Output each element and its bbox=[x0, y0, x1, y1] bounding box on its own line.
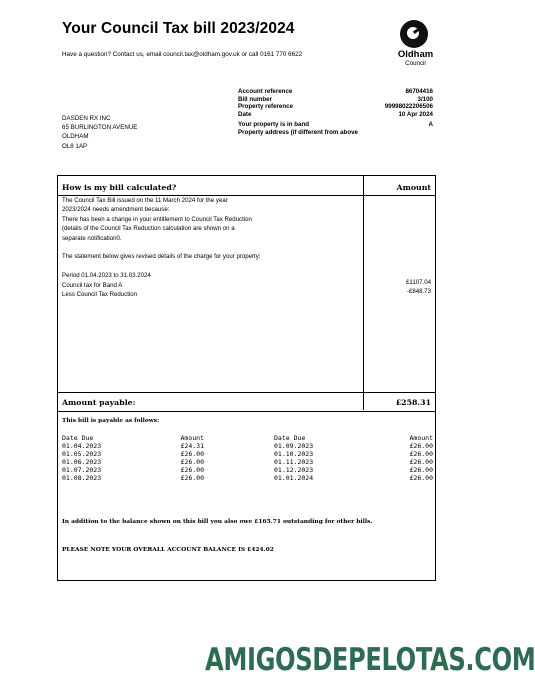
bill-title: Your Council Tax bill 2023/2024 bbox=[62, 20, 295, 37]
account-row-label: Account reference bbox=[238, 88, 293, 95]
schedule-cell: 01.10.2023 bbox=[274, 450, 314, 458]
calc-line bbox=[62, 243, 352, 252]
watermark: AMIGOSDEPELOTAS.COM bbox=[205, 642, 535, 678]
address-line: DASDEN RX INC bbox=[62, 115, 111, 122]
schedule-header-cell: Date Due bbox=[62, 434, 94, 442]
schedule-cell: 01.09.2023 bbox=[274, 442, 314, 450]
contact-line: Have a question? Contact us, email council.tax@oldham.gov.uk or call 0161 770 6622 bbox=[62, 51, 303, 58]
schedule-header-cell: Date Due bbox=[274, 434, 306, 442]
schedule-cell: £26.00 bbox=[180, 474, 204, 482]
schedule-cell: 01.08.2023 bbox=[62, 474, 102, 482]
schedule-cell: £26.00 bbox=[180, 466, 204, 474]
schedule-row bbox=[62, 442, 433, 450]
account-row-label: Property reference bbox=[238, 103, 294, 111]
schedule-cell: 01.04.2023 bbox=[62, 442, 102, 450]
schedule-cell: £26.00 bbox=[409, 442, 433, 450]
oldham-council-logo bbox=[388, 20, 443, 72]
calc-line: There has been a change in your entitlement to Council Tax Reduction bbox=[62, 215, 252, 223]
amount-payable-value: £258.31 bbox=[395, 398, 431, 407]
schedule-row bbox=[62, 458, 433, 466]
account-row-value: 86704416 bbox=[405, 88, 433, 95]
property-address-label: Property address (if different from above bbox=[238, 128, 358, 136]
schedule-cell: 01.12.2023 bbox=[274, 466, 314, 474]
amount-payable-label: Amount payable: bbox=[62, 398, 136, 407]
overall-balance-note: PLEASE NOTE YOUR OVERALL ACCOUNT BALANCE IS £424.02 bbox=[62, 546, 274, 553]
account-row-label: Bill number bbox=[238, 95, 273, 103]
instalment-schedule bbox=[62, 434, 433, 482]
calc-line: The statement below gives revised details of the charge for your property: bbox=[62, 253, 261, 261]
schedule-cell: £26.00 bbox=[180, 450, 204, 458]
account-row bbox=[238, 96, 433, 104]
account-row bbox=[238, 88, 433, 96]
calc-line: separate notification0. bbox=[62, 234, 122, 242]
logo-ring-icon bbox=[400, 20, 428, 48]
payable-as-follows: This bill is payable as follows: bbox=[62, 418, 160, 424]
account-row-value: 3/100 bbox=[417, 95, 433, 103]
address-line: OLDHAM bbox=[62, 133, 89, 141]
schedule-cell: £26.00 bbox=[409, 466, 433, 474]
account-row-label: Date bbox=[238, 110, 252, 118]
schedule-cell: £26.00 bbox=[409, 474, 433, 482]
address-line: 65 BURLINGTON AVENUE bbox=[62, 124, 138, 132]
schedule-row bbox=[62, 466, 433, 474]
schedule-row bbox=[62, 474, 433, 482]
calc-line: Council tax for Band A bbox=[62, 281, 123, 289]
schedule-row bbox=[62, 450, 433, 458]
schedule-cell: 01.07.2023 bbox=[62, 466, 102, 474]
calc-line: (details of the Council Tax Reduction calculation are shown on a bbox=[62, 225, 235, 233]
band-row bbox=[238, 121, 433, 129]
amount-payable-row bbox=[58, 392, 435, 412]
schedule-cell: 01.11.2023 bbox=[274, 458, 314, 466]
calculation-text bbox=[62, 196, 352, 299]
schedule-header-cell: Amount bbox=[409, 434, 433, 442]
address-line: OL8 1AP bbox=[62, 142, 88, 150]
account-row bbox=[238, 111, 433, 119]
schedule-header-cell: Amount bbox=[180, 434, 204, 442]
schedule-cell: 01.05.2023 bbox=[62, 450, 102, 458]
schedule-cell: £26.00 bbox=[409, 450, 433, 458]
schedule-cell: £26.00 bbox=[180, 458, 204, 466]
outstanding-balance-note: In addition to the balance shown on this bill you also owe £165.71 outstanding for other bills. bbox=[62, 518, 373, 525]
schedule-cell: £26.00 bbox=[409, 458, 433, 466]
schedule-cell: 01.06.2023 bbox=[62, 458, 102, 466]
band-value: A bbox=[428, 121, 433, 129]
calc-heading: How is my bill calculated? bbox=[62, 183, 177, 192]
bill-box bbox=[57, 175, 436, 581]
account-details bbox=[238, 88, 433, 137]
charge-amount: -£848.73 bbox=[406, 288, 431, 296]
calc-line: Period 01.04.2023 to 31.03.2024 bbox=[62, 272, 151, 280]
property-address-row bbox=[238, 129, 433, 137]
charge-amounts bbox=[406, 278, 431, 297]
account-row bbox=[238, 103, 433, 111]
recipient-address bbox=[62, 114, 137, 151]
schedule-header bbox=[62, 434, 433, 442]
band-label: Your property is in band bbox=[238, 121, 310, 129]
amount-heading: Amount bbox=[396, 183, 431, 192]
calc-line: Less Council Tax Reduction bbox=[62, 291, 138, 299]
account-row-value: 99998022206506 bbox=[384, 103, 433, 111]
charge-amount: £1107.04 bbox=[406, 279, 431, 286]
calc-line: 2023/2024 needs amendment because: bbox=[62, 206, 170, 214]
logo-sub: Council bbox=[405, 60, 426, 67]
logo-brand: Oldham bbox=[397, 49, 434, 60]
bill-header bbox=[58, 176, 435, 196]
schedule-cell: £24.31 bbox=[180, 442, 204, 450]
schedule-cell: 01.01.2024 bbox=[274, 474, 314, 482]
calc-line bbox=[62, 262, 352, 271]
account-row-value: 10 Apr 2024 bbox=[398, 110, 433, 118]
calc-line: The Council Tax Bill issued on the 11 March 2024 for the year bbox=[62, 197, 228, 204]
column-divider bbox=[363, 176, 364, 410]
